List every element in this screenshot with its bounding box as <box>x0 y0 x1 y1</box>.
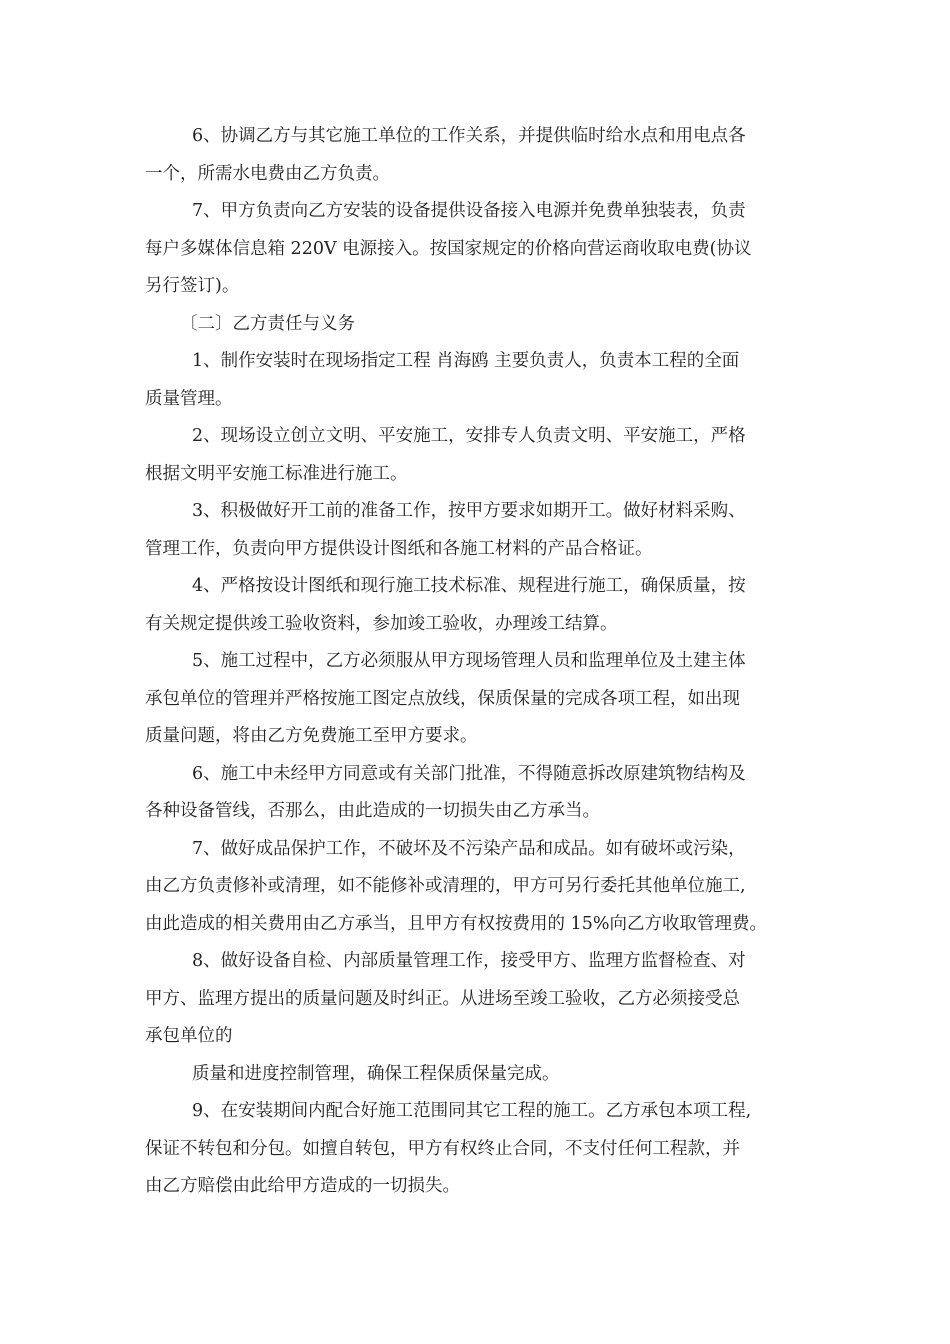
clause-b8-line-3: 承包单位的 <box>145 1026 233 1046</box>
clause-b6-line-1: 6、施工中未经甲方同意或有关部门批准，不得随意拆改原建筑物结构及 <box>192 763 746 784</box>
clause-b3-line-1: 3、积极做好开工前的准备工作，按甲方要求如期开工。做好材料采购、 <box>192 501 746 521</box>
clause-b9-line-1: 9、在安装期间内配合好施工范围同其它工程的施工。乙方承包本项工程, <box>192 1101 752 1121</box>
clause-b8-line-1: 8、做好设备自检、内部质量管理工作，接受甲方、监理方监督检查、对 <box>192 951 746 971</box>
clause-b5-line-3: 质量问题，将由乙方免费施工至甲方要求。 <box>145 726 478 746</box>
clause-b5-line-2: 承包单位的管理并严格按施工图定点放线，保质保量的完成各项工程，如出现 <box>145 688 740 709</box>
clause-a6-line-2: 一个，所需水电费由乙方负责。 <box>145 163 390 184</box>
clause-b5-line-1: 5、施工过程中，乙方必须服从甲方现场管理人员和监理单位及土建主体 <box>192 651 746 671</box>
clause-a7-line-3: 另行签订)。 <box>145 276 240 296</box>
clause-b9-line-3: 由乙方赔偿由此给甲方造成的一切损失。 <box>145 1176 460 1196</box>
document-body <box>145 118 805 1206</box>
clause-a7-line-2: 每户多媒体信息箱 220V 电源接入。按国家规定的价格向营运商收取电费(协议 <box>145 238 752 259</box>
clause-b2-line-1: 2、现场设立创立文明、平安施工，安排专人负责文明、平安施工，严格 <box>192 426 746 446</box>
clause-a6-line-1: 6、协调乙方与其它施工单位的工作关系，并提供临时给水点和用电点各 <box>192 126 746 146</box>
clause-b7-line-1: 7、做好成品保护工作，不破坏及不污染产品和成品。如有破坏或污染， <box>192 838 746 859</box>
clause-b6-line-2: 各种设备管线，否那么，由此造成的一切损失由乙方承当。 <box>145 801 600 821</box>
clause-b7-line-2: 由乙方负责修补或清理，如不能修补或清理的，甲方可另行委托其他单位施工, <box>145 876 746 896</box>
clause-a7-line-1: 7、甲方负责向乙方安装的设备提供设备接入电源并免费单独装表，负责 <box>192 201 746 221</box>
clause-b4-line-1: 4、严格按设计图纸和现行施工技术标准、规程进行施工，确保质量，按 <box>192 576 746 596</box>
clause-b1-line-2: 质量管理。 <box>145 388 233 409</box>
clause-b2-line-2: 根据文明平安施工标准进行施工。 <box>145 463 408 484</box>
clause-b7-line-3: 由此造成的相关费用由乙方承当，且甲方有权按费用的 15%向乙方收取管理费。 <box>145 913 767 934</box>
clause-b8-line-2: 甲方、监理方提出的质量问题及时纠正。从进场至竣工验收，乙方必须接受总 <box>145 988 740 1009</box>
clause-b3-line-2: 管理工作，负责向甲方提供设计图纸和各施工材料的产品合格证。 <box>145 538 653 559</box>
section-heading: 〔二〕乙方责任与义务 <box>180 313 355 334</box>
clause-b8-line-4: 质量和进度控制管理，确保工程保质保量完成。 <box>192 1063 560 1084</box>
clause-b1-line-1: 1、制作安装时在现场指定工程 肖海鸥 主要负责人，负责本工程的全面 <box>192 351 740 371</box>
clause-b9-line-2: 保证不转包和分包。如擅自转包，甲方有权终止合同，不支付任何工程款，并 <box>145 1138 740 1159</box>
clause-b4-line-2: 有关规定提供竣工验收资料，参加竣工验收，办理竣工结算。 <box>145 613 618 634</box>
